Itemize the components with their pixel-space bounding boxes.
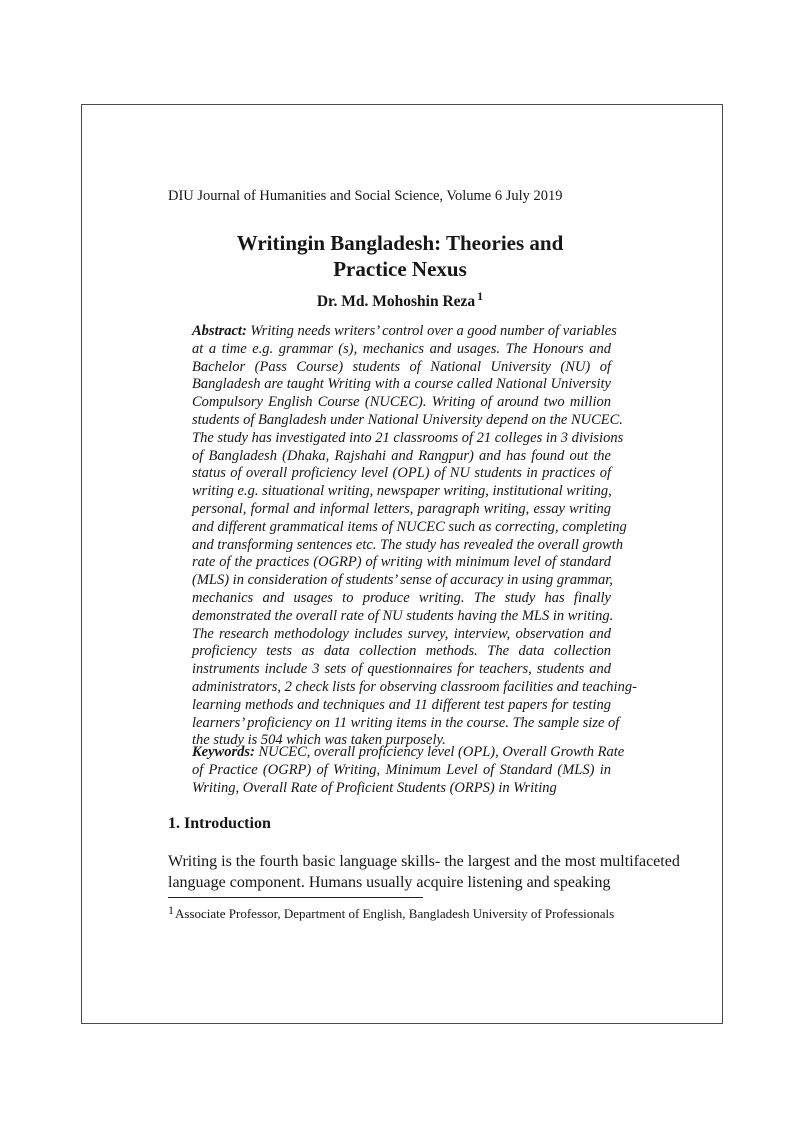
footnote-divider bbox=[168, 897, 423, 898]
introduction-paragraph bbox=[168, 851, 680, 893]
title-line-1: Writingin Bangladesh: Theories and bbox=[236, 231, 564, 255]
keywords-line-text: NUCEC, overall proficiency level (OPL), Overall Growth Rate bbox=[254, 744, 625, 760]
abstract-line: learning methods and techniques and 11 different test papers for testing bbox=[192, 696, 611, 713]
abstract-line-text: Writing needs writers’ control over a good number of variables bbox=[246, 323, 617, 339]
introduction-line: language component. Humans usually acquire listening and speaking bbox=[168, 874, 611, 891]
abstract-line: The study has investigated into 21 classrooms of 21 colleges in 3 divisions bbox=[192, 429, 624, 446]
abstract-label: Abstract: bbox=[192, 323, 247, 339]
abstract-line: instruments include 3 sets of questionnaires for teachers, students and bbox=[192, 661, 611, 678]
abstract-line: Bachelor (Pass Course) students of National University (NU) of bbox=[192, 358, 611, 375]
abstract-line: Bangladesh are taught Writing with a course called National University bbox=[192, 376, 611, 393]
section-heading-introduction: 1. Introduction bbox=[168, 815, 271, 832]
journal-header: DIU Journal of Humanities and Social Science, Volume 6 July 2019 bbox=[168, 188, 563, 204]
abstract-line: of Bangladesh (Dhaka, Rajshahi and Rangpur) and has found out the bbox=[192, 447, 611, 464]
abstract-line: Compulsory English Course (NUCEC). Writing of around two million bbox=[192, 394, 611, 411]
abstract-line: The research methodology includes survey, interview, observation and bbox=[192, 625, 611, 642]
abstract-line: the study is 504 which was taken purposely. bbox=[192, 732, 446, 749]
footnote-marker: 1 bbox=[168, 903, 174, 917]
author-name bbox=[120, 289, 680, 311]
keywords-line: of Practice (OGRP) of Writing, Minimum Level of Standard (MLS) in bbox=[192, 761, 611, 778]
abstract-line: and transforming sentences etc. The study has revealed the overall growth bbox=[192, 536, 624, 553]
abstract bbox=[192, 323, 637, 750]
abstract-line: and different grammatical items of NUCEC such as correcting, completing bbox=[192, 518, 627, 535]
author-text: Dr. Md. Mohoshin Reza bbox=[316, 293, 476, 310]
introduction-line: Writing is the fourth basic language skills- the largest and the most multifaceted bbox=[168, 853, 680, 870]
footnote bbox=[168, 903, 614, 922]
footnote-text: Associate Professor, Department of English, Bangladesh University of Professionals bbox=[175, 906, 615, 921]
abstract-line: mechanics and usages to produce writing. The study has finally bbox=[192, 589, 611, 606]
keywords-label: Keywords: bbox=[192, 744, 255, 760]
author-footnote-marker: 1 bbox=[477, 289, 484, 303]
abstract-line: proficiency tests as data collection methods. The data collection bbox=[192, 643, 611, 660]
title-line-2: Practice Nexus bbox=[333, 257, 467, 281]
abstract-line: rate of the practices (OGRP) of writing with minimum level of standard bbox=[192, 554, 611, 571]
abstract-line: personal, formal and informal letters, paragraph writing, essay writing bbox=[192, 500, 611, 517]
abstract-line bbox=[192, 323, 617, 341]
abstract-line: (MLS) in consideration of students’ sense of accuracy in using grammar, bbox=[192, 572, 613, 589]
abstract-line: students of Bangladesh under National University depend on the NUCEC. bbox=[192, 411, 623, 428]
abstract-line: at a time e.g. grammar (s), mechanics and usages. The Honours and bbox=[192, 340, 611, 357]
keywords-line: Writing, Overall Rate of Proficient Students (ORPS) in Writing bbox=[192, 779, 557, 796]
keywords bbox=[192, 744, 625, 797]
abstract-line: status of overall proficiency level (OPL) of NU students in practices of bbox=[192, 465, 611, 482]
abstract-line: learners’ proficiency on 11 writing items in the course. The sample size of bbox=[192, 714, 620, 731]
keywords-line bbox=[192, 744, 625, 762]
abstract-line: writing e.g. situational writing, newspaper writing, institutional writing, bbox=[192, 483, 612, 500]
abstract-line: demonstrated the overall rate of NU students having the MLS in writing. bbox=[192, 607, 614, 624]
abstract-line: administrators, 2 check lists for observing classroom facilities and teaching- bbox=[192, 678, 637, 695]
paper-title bbox=[120, 230, 680, 282]
